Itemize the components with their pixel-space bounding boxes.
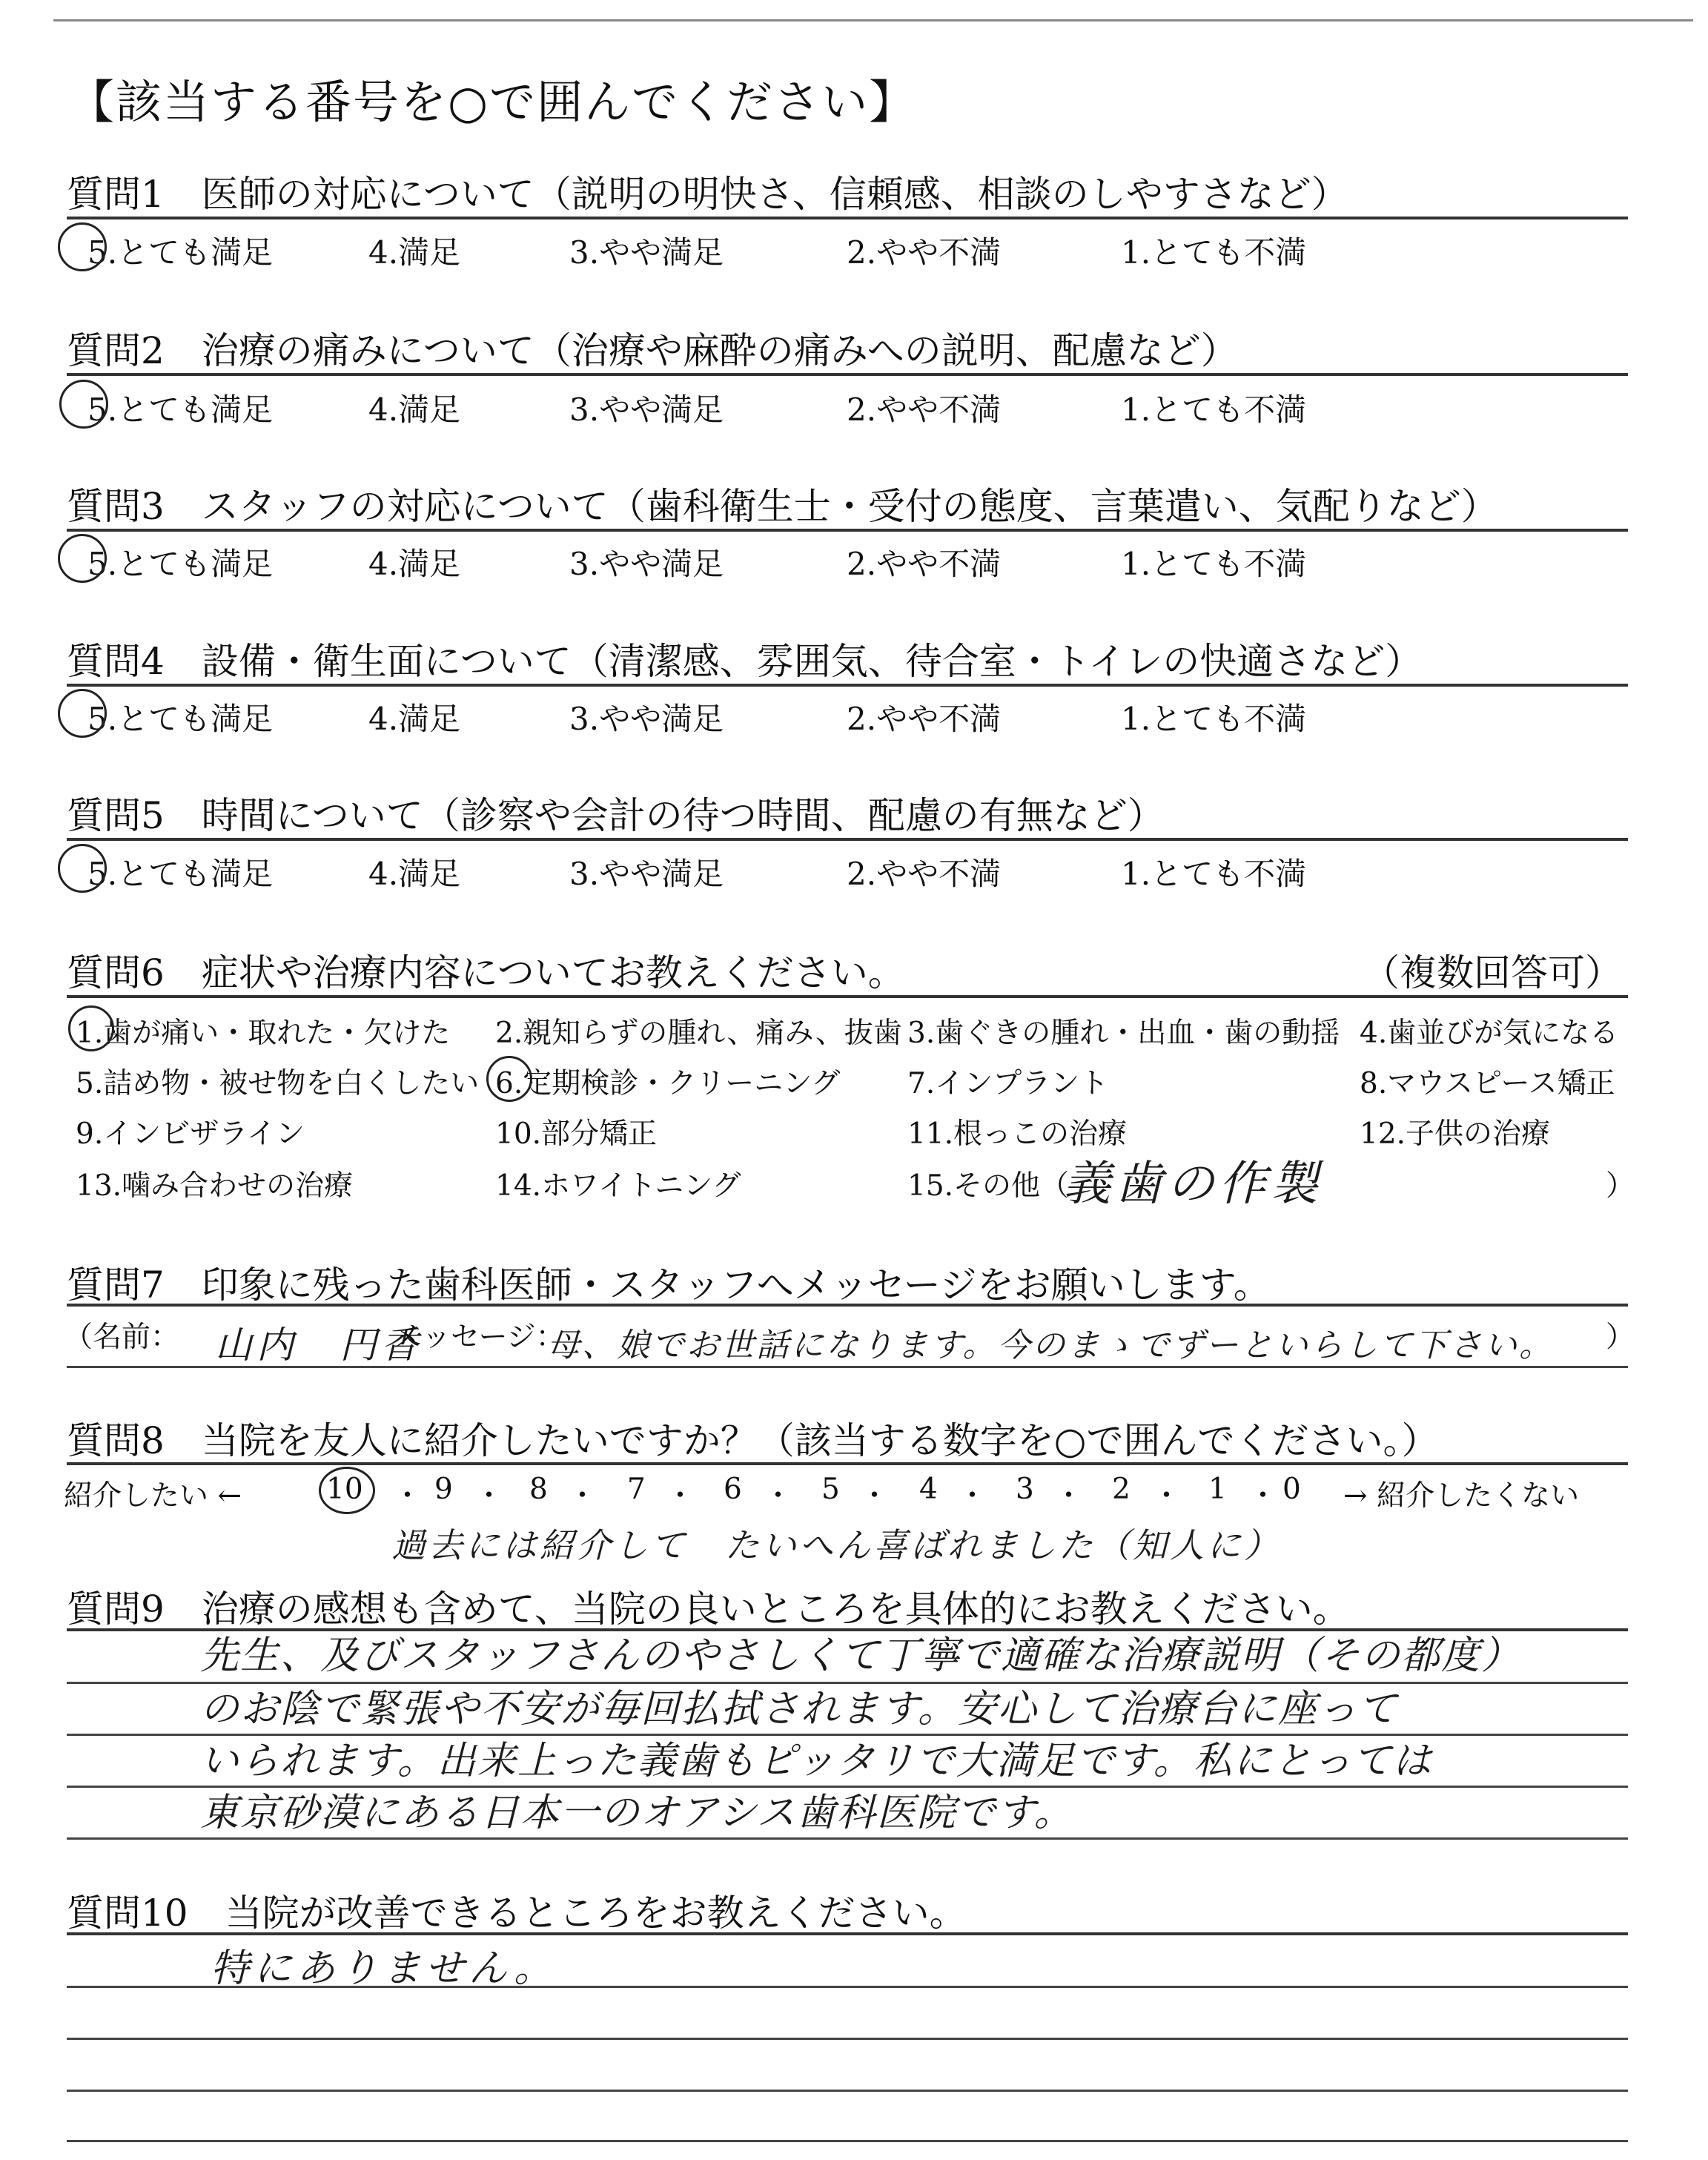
- scale-dot: ・: [764, 1479, 793, 1513]
- recommend-left-label: 紹介したい ←: [64, 1479, 242, 1513]
- scale-2[interactable]: 2: [1112, 1473, 1131, 1506]
- question-5-rule: [67, 838, 1628, 841]
- symptom-option[interactable]: 1.歯が痛い・取れた・欠けた: [76, 1017, 451, 1050]
- scale-0[interactable]: 0: [1282, 1473, 1301, 1506]
- option-5[interactable]: 5.とても満足: [87, 234, 274, 271]
- scale-dot: ・: [474, 1479, 504, 1513]
- question-1-title: 質問1 医師の対応について（説明の明快さ、信頼感、相談のしやすさなど）: [67, 173, 1348, 216]
- option-1[interactable]: 1.とても不満: [1121, 392, 1307, 428]
- question-4-title: 質問4 設備・衛生面について（清潔感、雰囲気、待合室・トイレの快適さなど）: [67, 640, 1423, 683]
- message-label: メッセージ：: [393, 1321, 565, 1354]
- option-2[interactable]: 2.やや不満: [847, 701, 1002, 737]
- option-5[interactable]: 5.とても満足: [87, 856, 274, 892]
- page-header: 【該当する番号を○で囲んでください】: [68, 75, 917, 129]
- question-7-rule: [67, 1304, 1628, 1307]
- option-2[interactable]: 2.やや不満: [847, 392, 1002, 428]
- symptom-option[interactable]: 13.噛み合わせの治療: [76, 1169, 354, 1203]
- question-10-rule: [67, 1932, 1628, 1935]
- question-2-rule: [67, 373, 1628, 376]
- question-3-title: 質問3 スタッフの対応について（歯科衛生士・受付の態度、言葉遣い、気配りなど）: [67, 485, 1498, 528]
- option-3[interactable]: 3.やや満足: [569, 546, 724, 582]
- symptom-option[interactable]: 10.部分矯正: [495, 1117, 658, 1151]
- option-3[interactable]: 3.やや満足: [569, 701, 724, 737]
- symptom-option[interactable]: 6.定期検診・クリーニング: [495, 1067, 841, 1100]
- message-close-paren: ）: [1606, 1321, 1635, 1354]
- symptom-option[interactable]: 2.親知らずの腫れ、痛み、抜歯: [495, 1017, 902, 1050]
- other-handwritten-answer: 義歯の作製: [1063, 1157, 1323, 1212]
- referral-comment-handwritten: 過去には紹介して たいへん喜ばれました（知人に）: [391, 1525, 1281, 1565]
- question-5-title: 質問5 時間について（診察や会計の待つ時間、配慮の有無など）: [67, 794, 1165, 837]
- scale-dot: ・: [860, 1479, 890, 1513]
- symptom-option[interactable]: 8.マウスピース矯正: [1360, 1067, 1615, 1100]
- scale-dot: ・: [1054, 1479, 1084, 1513]
- question-6-note: （複数回答可）: [1363, 951, 1622, 994]
- selection-circle: [68, 1005, 114, 1051]
- selection-circle: [58, 534, 107, 583]
- scale-7[interactable]: 7: [627, 1473, 646, 1506]
- option-1[interactable]: 1.とても不満: [1121, 234, 1307, 271]
- scale-8[interactable]: 8: [529, 1473, 548, 1506]
- question-3-rule: [67, 529, 1628, 532]
- selection-circle: [486, 1056, 532, 1102]
- scale-dot: ・: [568, 1479, 598, 1513]
- option-5[interactable]: 5.とても満足: [87, 701, 274, 737]
- selection-circle: [59, 380, 108, 429]
- question-2-title: 質問2 治療の痛みについて（治療や麻酔の痛みへの説明、配慮など）: [67, 329, 1238, 372]
- option-4[interactable]: 4.満足: [368, 392, 461, 428]
- scale-5[interactable]: 5: [821, 1473, 840, 1506]
- symptom-option-other[interactable]: 15.その他（: [907, 1169, 1070, 1203]
- symptom-option[interactable]: 5.詰め物・被せ物を白くしたい: [76, 1067, 480, 1100]
- option-1[interactable]: 1.とても不満: [1121, 856, 1307, 892]
- option-3[interactable]: 3.やや満足: [569, 392, 724, 428]
- question-8-rule: [67, 1462, 1628, 1465]
- symptom-option[interactable]: 11.根っこの治療: [907, 1117, 1128, 1151]
- symptom-option[interactable]: 4.歯並びが気になる: [1360, 1017, 1619, 1050]
- scale-dot: ・: [1152, 1479, 1182, 1513]
- answer-line: [67, 1837, 1628, 1840]
- selection-circle: [58, 689, 107, 738]
- recommend-right-label: → 紹介したくない: [1343, 1479, 1580, 1513]
- scale-dot: ・: [666, 1479, 695, 1513]
- scale-dot: ・: [393, 1479, 423, 1513]
- option-2[interactable]: 2.やや不満: [847, 546, 1002, 582]
- scale-6[interactable]: 6: [724, 1473, 742, 1506]
- scale-dot: ・: [958, 1479, 987, 1513]
- other-close-paren: ）: [1606, 1169, 1635, 1203]
- selection-circle: [58, 844, 107, 893]
- answer-line: [67, 2140, 1628, 2142]
- option-3[interactable]: 3.やや満足: [569, 234, 724, 271]
- scale-dot: ・: [1248, 1479, 1278, 1513]
- option-4[interactable]: 4.満足: [368, 234, 461, 271]
- question-10-title: 質問10 当院が改善できるところをお教えください。: [67, 1892, 967, 1935]
- handwritten-line-4: 東京砂漠にある日本一のオアシス歯科医院です。: [200, 1791, 1074, 1835]
- scale-10[interactable]: 10: [326, 1473, 363, 1506]
- option-4[interactable]: 4.満足: [368, 701, 461, 737]
- name-label: （名前：: [64, 1321, 180, 1354]
- scale-4[interactable]: 4: [919, 1473, 938, 1506]
- top-border-line: [53, 19, 1693, 22]
- option-5[interactable]: 5.とても満足: [87, 392, 274, 428]
- option-2[interactable]: 2.やや不満: [847, 234, 1002, 271]
- option-4[interactable]: 4.満足: [368, 856, 461, 892]
- answer-line: [67, 2038, 1628, 2040]
- handwritten-line-1: 先生、及びスタッフさんのやさしくて丁寧で適確な治療説明（その都度）: [200, 1634, 1522, 1678]
- answer-line: [67, 1986, 1628, 1988]
- option-5[interactable]: 5.とても満足: [87, 546, 274, 582]
- message-handwritten: 母、娘でお世話になります。今のまゝでずーといらして下さい。: [547, 1327, 1555, 1364]
- question-7-title: 質問7 印象に残った歯科医師・スタッフへメッセージをお願いします。: [67, 1264, 1271, 1307]
- question-6-rule: [67, 995, 1628, 998]
- question-7-bottom-rule: [67, 1366, 1628, 1368]
- symptom-option[interactable]: 7.インプラント: [907, 1067, 1109, 1100]
- question-1-rule: [67, 217, 1628, 219]
- question-9-title: 質問9 治療の感想も含めて、当院の良いところを具体的にお教えください。: [67, 1588, 1350, 1631]
- question-6-title: 質問6 症状や治療内容についてお教えください。: [67, 951, 905, 994]
- answer-line: [67, 2090, 1628, 2092]
- handwritten-line-3: いられます。出来上った義歯もピッタリで大満足です。私にとっては: [200, 1739, 1433, 1783]
- selection-circle: [319, 1467, 375, 1514]
- symptom-option[interactable]: 12.子供の治療: [1360, 1117, 1551, 1151]
- selection-circle: [58, 222, 107, 271]
- option-1[interactable]: 1.とても不満: [1121, 701, 1307, 737]
- option-4[interactable]: 4.満足: [368, 546, 461, 582]
- symptom-option[interactable]: 14.ホワイトニング: [495, 1169, 741, 1203]
- option-2[interactable]: 2.やや不満: [847, 856, 1002, 892]
- name-handwritten: 山内 円香: [215, 1324, 423, 1367]
- question-4-rule: [67, 684, 1628, 687]
- handwritten-line-2: のお陰で緊張や不安が毎回払拭されます。安心して治療台に座って: [200, 1687, 1398, 1731]
- scale-9[interactable]: 9: [434, 1473, 453, 1506]
- symptom-option[interactable]: 9.インビザライン: [76, 1117, 305, 1151]
- option-1[interactable]: 1.とても不満: [1121, 546, 1307, 582]
- question-8-title: 質問8 当院を友人に紹介したいですか？（該当する数字を○で囲んでください。）: [67, 1419, 1439, 1462]
- scale-1[interactable]: 1: [1208, 1473, 1227, 1506]
- symptom-option[interactable]: 3.歯ぐきの腫れ・出血・歯の動揺: [907, 1017, 1340, 1050]
- option-3[interactable]: 3.やや満足: [569, 856, 724, 892]
- improvement-handwritten: 特にありません。: [211, 1946, 557, 1991]
- scale-3[interactable]: 3: [1016, 1473, 1034, 1506]
